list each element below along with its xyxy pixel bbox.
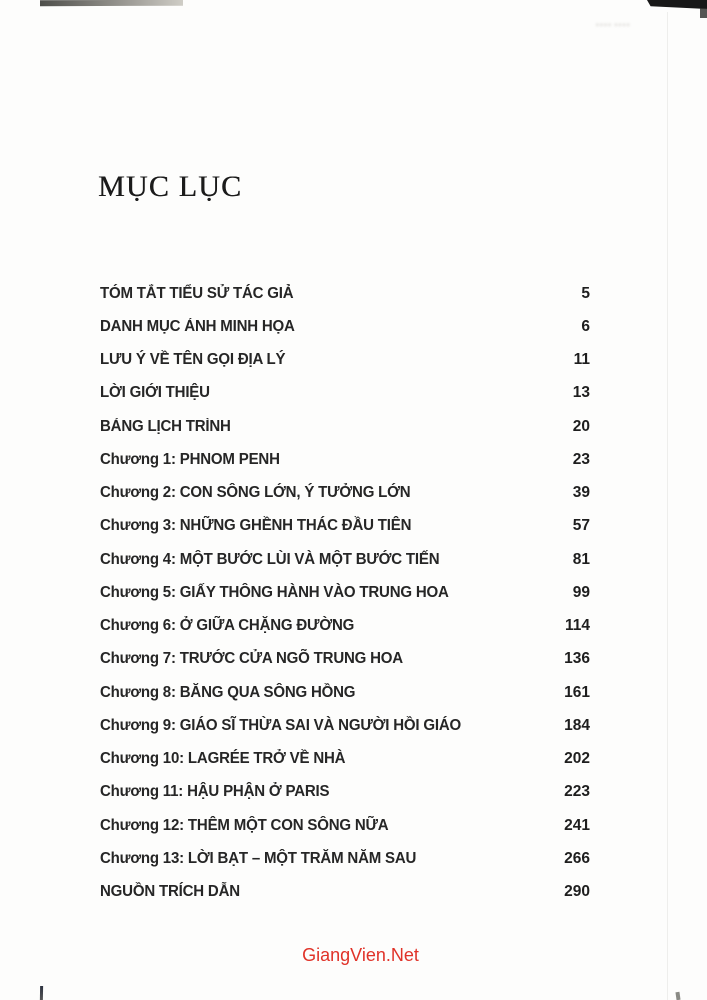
toc-entry-label: Chương 6: Ở GIỮA CHẶNG ĐƯỜNG xyxy=(100,617,355,635)
toc-entry-page-number: 6 xyxy=(581,317,590,335)
toc-entry-label: Chương 5: GIẤY THÔNG HÀNH VÀO TRUNG HOA xyxy=(100,583,449,601)
toc-row xyxy=(100,443,590,476)
toc-entry-label: Chương 10: LAGRÉE TRỞ VỀ NHÀ xyxy=(100,750,346,768)
toc-entry-page-number: 81 xyxy=(572,550,590,568)
toc-entry-page-number: 11 xyxy=(573,351,590,369)
page-edge-line xyxy=(667,12,668,1000)
toc-entry-label: LƯU Ý VỀ TÊN GỌI ĐỊA LÝ xyxy=(100,351,286,369)
toc-row xyxy=(100,576,590,609)
scan-artifact-bottom-right xyxy=(675,992,680,1000)
toc-entry-page-number: 13 xyxy=(572,384,590,402)
toc-row xyxy=(100,310,590,343)
toc-entry-page-number: 161 xyxy=(564,683,590,701)
toc-row xyxy=(100,643,590,676)
page-title: MỤC LỤC xyxy=(98,170,243,204)
toc-row xyxy=(100,477,590,510)
toc-entry-label: Chương 2: CON SÔNG LỚN, Ý TƯỞNG LỚN xyxy=(100,484,411,502)
watermark-text: GiangVien.Net xyxy=(302,945,419,965)
toc-entry-label: Chương 9: GIÁO SĨ THỪA SAI VÀ NGƯỜI HỒI GIÁO xyxy=(100,716,461,734)
toc-entry-page-number: 136 xyxy=(564,650,590,668)
toc-entry-page-number: 202 xyxy=(564,750,590,768)
toc-entry-page-number: 266 xyxy=(564,849,590,867)
toc-entry-label: Chương 13: LỜI BẠT – MỘT TRĂM NĂM SAU xyxy=(100,849,417,867)
scan-smudge: ᠁᠁ xyxy=(592,18,630,35)
toc-row xyxy=(100,676,590,709)
toc-row xyxy=(100,543,590,576)
toc-entry-label: DANH MỤC ẢNH MINH HỌA xyxy=(100,317,295,335)
scan-artifact-top-right-corner xyxy=(647,0,707,9)
toc-entry-label: BẢNG LỊCH TRÌNH xyxy=(100,417,231,435)
toc-row xyxy=(100,377,590,410)
toc-entry-page-number: 20 xyxy=(572,417,590,435)
toc-entry-label: NGUỒN TRÍCH DẪN xyxy=(100,883,240,901)
toc-row xyxy=(100,876,590,909)
toc-entry-label: Chương 3: NHỮNG GHỀNH THÁC ĐẦU TIÊN xyxy=(100,517,412,535)
scan-artifact-top-left-strip xyxy=(40,0,183,6)
toc-row xyxy=(100,776,590,809)
toc-entry-label: Chương 7: TRƯỚC CỬA NGÕ TRUNG HOA xyxy=(100,650,403,668)
toc-entry-label: Chương 4: MỘT BƯỚC LÙI VÀ MỘT BƯỚC TIẾN xyxy=(100,550,440,568)
toc-entry-page-number: 23 xyxy=(572,450,590,468)
toc-list xyxy=(100,277,590,909)
toc-entry-label: TÓM TẮT TIỂU SỬ TÁC GIẢ xyxy=(100,284,294,302)
scan-artifact-top-right-notch xyxy=(700,8,707,18)
toc-row xyxy=(100,809,590,842)
toc-row xyxy=(100,743,590,776)
toc-entry-page-number: 99 xyxy=(572,583,590,601)
toc-entry-label: Chương 12: THÊM MỘT CON SÔNG NỮA xyxy=(100,816,389,834)
toc-entry-page-number: 290 xyxy=(564,883,590,901)
toc-entry-page-number: 184 xyxy=(564,716,590,734)
toc-entry-page-number: 114 xyxy=(564,617,590,635)
toc-row xyxy=(100,709,590,742)
toc-entry-label: LỜI GIỚI THIỆU xyxy=(100,384,210,402)
scan-artifact-bottom-left xyxy=(40,986,43,1000)
toc-entry-page-number: 223 xyxy=(564,783,590,801)
toc-row xyxy=(100,277,590,310)
toc-row xyxy=(100,344,590,377)
toc-entry-page-number: 39 xyxy=(572,484,590,502)
toc-row xyxy=(100,842,590,875)
toc-row xyxy=(100,410,590,443)
toc-entry-page-number: 5 xyxy=(581,284,590,302)
toc-entry-label: Chương 8: BĂNG QUA SÔNG HỒNG xyxy=(100,683,356,701)
toc-entry-label: Chương 1: PHNOM PENH xyxy=(100,450,280,468)
toc-row xyxy=(100,610,590,643)
toc-row xyxy=(100,510,590,543)
toc-entry-label: Chương 11: HẬU PHẬN Ở PARIS xyxy=(100,783,330,801)
toc-entry-page-number: 57 xyxy=(572,517,590,535)
toc-entry-page-number: 241 xyxy=(564,816,590,834)
